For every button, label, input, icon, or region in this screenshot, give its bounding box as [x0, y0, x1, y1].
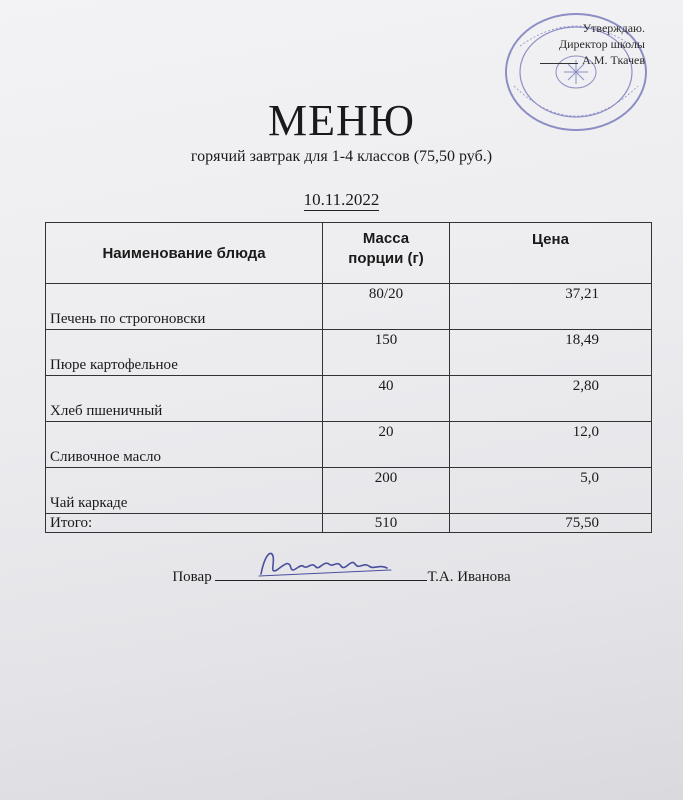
dish-mass: 150: [323, 330, 450, 376]
total-price: 75,50: [450, 514, 652, 533]
table-row: [46, 376, 652, 422]
approval-heading: Утверждаю.: [582, 21, 645, 35]
dish-name: Пюре картофельное: [46, 330, 323, 376]
dish-name: Хлеб пшеничный: [46, 376, 323, 422]
table-header-row: [46, 223, 652, 284]
handwritten-signature: [255, 546, 395, 580]
cook-signature-line: [0, 566, 683, 586]
dish-price: 12,0: [450, 422, 652, 468]
page-subtitle: горячий завтрак для 1-4 классов (75,50 руб.): [190, 148, 493, 165]
dish-mass: 80/20: [323, 284, 450, 330]
table-row: [46, 330, 652, 376]
cook-name: Т.А. Иванова: [427, 569, 511, 585]
dish-mass: 20: [323, 422, 450, 468]
dish-price: 18,49: [450, 330, 652, 376]
page-title: МЕНЮ: [268, 96, 415, 145]
dish-mass: 200: [323, 468, 450, 514]
approval-signer-line: [540, 52, 645, 68]
approval-signer: А.М. Ткачев: [582, 53, 645, 67]
dish-price: 5,0: [450, 468, 652, 514]
dish-name: Чай каркаде: [46, 468, 323, 514]
dish-price: 37,21: [450, 284, 652, 330]
total-row: [46, 514, 652, 533]
table-row: [46, 422, 652, 468]
dish-name: Печень по строгоновски: [46, 284, 323, 330]
total-mass: 510: [323, 514, 450, 533]
cook-label: Повар: [172, 569, 212, 585]
menu-table: [45, 222, 652, 533]
approval-block: [540, 20, 645, 68]
header-dish-name: Наименование блюда: [46, 223, 323, 284]
menu-date: [0, 190, 683, 210]
dish-price: 2,80: [450, 376, 652, 422]
header-portion-mass: Масса порции (г): [323, 223, 450, 284]
table-row: [46, 468, 652, 514]
dish-name: Сливочное масло: [46, 422, 323, 468]
total-label: Итого:: [46, 514, 323, 533]
table-row: [46, 284, 652, 330]
approval-position: Директор школы: [558, 37, 645, 51]
header-price: Цена: [450, 223, 652, 284]
dish-mass: 40: [323, 376, 450, 422]
signature-underline: [215, 566, 427, 581]
menu-date-value: 10.11.2022: [303, 190, 380, 209]
